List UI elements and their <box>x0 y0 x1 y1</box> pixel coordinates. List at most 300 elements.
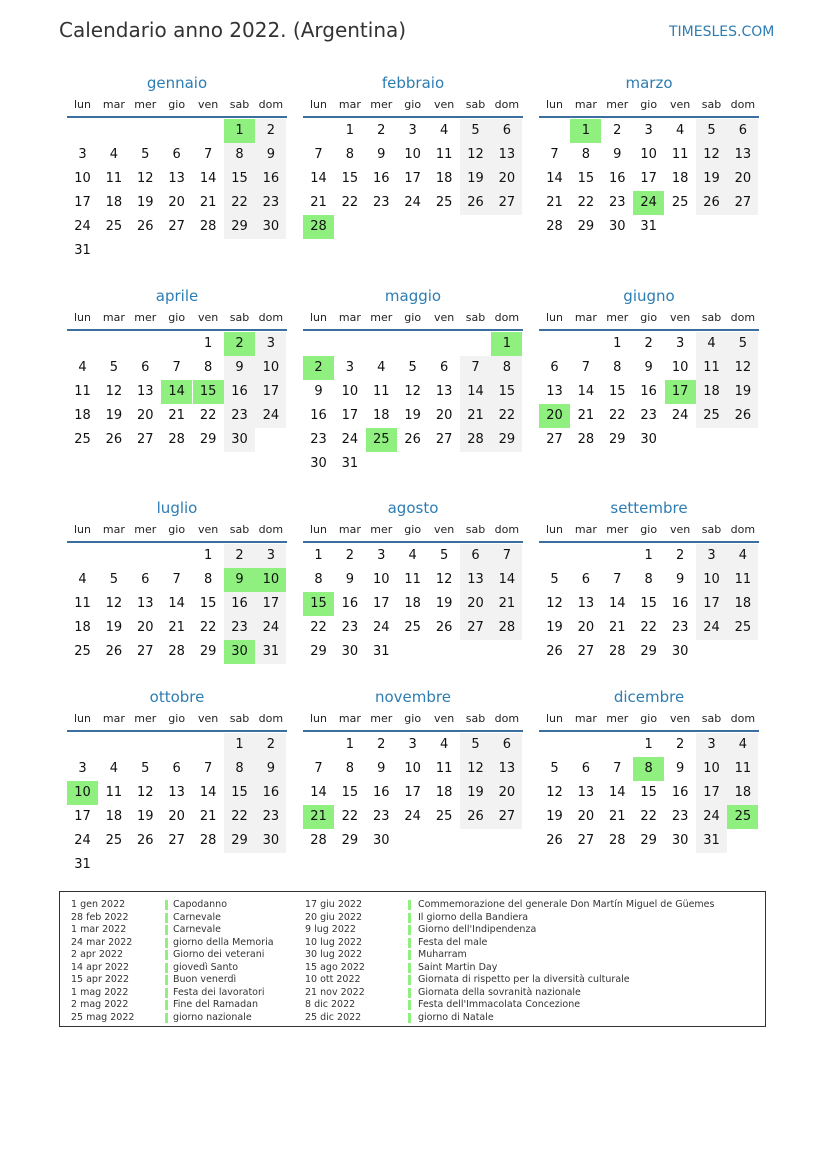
day-cell: 13 <box>491 757 522 781</box>
day-cell: 20 <box>435 408 453 423</box>
day-cell: 24 <box>255 616 286 640</box>
day-cell: 19 <box>137 195 154 210</box>
day-cell: 1 <box>224 733 255 757</box>
day-cell: 7 <box>314 147 323 162</box>
day-cell: 18 <box>105 195 123 210</box>
day-cell: 23 <box>373 809 390 824</box>
month-name: marzo <box>625 74 673 92</box>
day-cell: 26 <box>546 833 563 848</box>
day-cell: 29 <box>199 644 217 659</box>
day-cell: 30 <box>310 456 327 471</box>
weekday-header: mer <box>606 712 629 725</box>
legend-color-bar <box>165 975 168 985</box>
day-cell: 23 <box>640 408 657 423</box>
legend-color-bar <box>165 1013 168 1023</box>
day-cell: 2 <box>377 737 386 752</box>
day-cell: 20 <box>577 620 595 635</box>
legend-date: 15 apr 2022 <box>71 974 130 985</box>
day-cell: 10 <box>696 757 727 781</box>
weekday-header: dom <box>730 712 756 725</box>
day-cell: 4 <box>696 332 727 356</box>
day-cell: 25 <box>696 404 727 428</box>
day-cell: 16 <box>224 380 255 404</box>
day-cell: 20 <box>491 781 522 805</box>
day-cell: 15 <box>199 596 217 611</box>
day-cell: 15 <box>224 167 255 191</box>
day-cell: 5 <box>460 119 491 143</box>
day-cell: 15 <box>341 171 359 186</box>
day-cell-holiday: 30 <box>224 640 255 664</box>
legend-date: 15 ago 2022 <box>305 961 365 973</box>
weekday-header: mar <box>102 523 125 536</box>
day-cell: 19 <box>696 167 727 191</box>
day-cell: 19 <box>727 380 758 404</box>
day-cell: 2 <box>377 123 386 138</box>
day-cell: 20 <box>491 167 522 191</box>
day-cell: 17 <box>255 592 286 616</box>
weekday-header: ven <box>669 311 691 324</box>
day-cell: 12 <box>460 757 491 781</box>
day-cell: 8 <box>613 360 622 375</box>
weekday-header: sab <box>229 523 250 536</box>
day-cell: 16 <box>609 171 626 186</box>
day-cell: 9 <box>377 147 386 162</box>
day-cell: 2 <box>255 119 286 143</box>
day-cell: 6 <box>141 572 150 587</box>
day-cell: 6 <box>460 544 491 568</box>
day-cell: 3 <box>345 360 355 375</box>
day-cell: 10 <box>255 356 286 380</box>
day-cell: 27 <box>137 432 154 447</box>
day-cell: 21 <box>199 195 217 210</box>
weekday-header: gio <box>640 712 658 725</box>
day-cell-holiday: 14 <box>161 380 192 404</box>
day-cell: 17 <box>74 809 91 824</box>
day-cell: 6 <box>491 119 522 143</box>
day-cell: 4 <box>408 548 417 563</box>
legend-color-bar <box>408 963 411 973</box>
day-cell: 23 <box>224 404 255 428</box>
header-rule <box>539 730 759 732</box>
month-name: aprile <box>155 287 199 305</box>
legend-date: 25 mag 2022 <box>71 1011 135 1023</box>
day-cell: 20 <box>168 809 185 824</box>
weekday-header: mer <box>134 98 157 111</box>
header-rule <box>303 116 523 118</box>
weekday-header: ven <box>433 311 455 324</box>
day-cell: 23 <box>671 620 689 635</box>
day-cell: 13 <box>168 785 185 800</box>
day-cell: 5 <box>109 572 119 587</box>
weekday-header: mer <box>370 712 393 725</box>
legend-date: 1 mag 2022 <box>71 986 129 998</box>
legend-date: 28 feb 2022 <box>71 911 129 923</box>
legend-date: 2 apr 2022 <box>71 949 124 960</box>
day-cell: 2 <box>255 733 286 757</box>
weekday-header: mer <box>370 311 393 324</box>
day-cell: 24 <box>74 833 91 848</box>
page-title: Calendario anno 2022. (Argentina) <box>59 18 407 42</box>
day-cell: 8 <box>203 572 213 587</box>
day-cell: 5 <box>109 360 119 375</box>
legend-date: 10 lug 2022 <box>305 936 362 948</box>
day-cell: 3 <box>408 737 417 752</box>
day-cell-holiday: 1 <box>570 119 601 143</box>
day-cell: 9 <box>644 360 653 375</box>
day-cell: 30 <box>255 829 286 853</box>
day-cell: 26 <box>696 191 727 215</box>
day-cell: 24 <box>341 432 359 447</box>
day-cell: 27 <box>577 833 595 848</box>
day-cell: 29 <box>199 432 217 447</box>
day-cell: 10 <box>640 147 657 162</box>
legend-color-bar <box>408 913 411 923</box>
day-cell: 29 <box>224 829 255 853</box>
day-cell-holiday: 17 <box>665 380 696 404</box>
legend-date: 30 lug 2022 <box>305 949 362 960</box>
legend-date: 25 dic 2022 <box>305 1011 362 1023</box>
legend-date: 1 gen 2022 <box>71 899 126 910</box>
day-cell: 7 <box>172 360 181 375</box>
day-cell: 13 <box>435 384 453 399</box>
day-cell: 31 <box>640 219 657 234</box>
day-cell: 12 <box>137 785 154 800</box>
day-cell: 2 <box>675 737 685 752</box>
day-cell: 4 <box>675 123 685 138</box>
day-cell: 26 <box>105 432 123 447</box>
legend-color-bar <box>165 900 168 910</box>
brand-link[interactable]: TIMESLES.COM <box>669 24 775 40</box>
weekday-header: lun <box>74 311 91 324</box>
day-cell: 1 <box>644 548 653 563</box>
day-cell: 11 <box>671 147 689 162</box>
day-cell: 9 <box>255 143 286 167</box>
header-rule <box>539 116 759 118</box>
day-cell: 1 <box>203 548 213 563</box>
day-cell: 3 <box>408 123 417 138</box>
day-cell: 19 <box>460 167 491 191</box>
weekday-header: lun <box>546 311 563 324</box>
day-cell-holiday: 24 <box>633 191 664 215</box>
weekday-header: dom <box>258 523 284 536</box>
day-cell: 31 <box>696 829 727 853</box>
day-cell: 1 <box>345 123 355 138</box>
day-cell: 7 <box>314 761 323 776</box>
day-cell: 31 <box>373 644 390 659</box>
weekday-header: lun <box>310 98 327 111</box>
day-cell: 15 <box>609 384 626 399</box>
day-cell: 31 <box>74 857 91 872</box>
day-cell: 11 <box>105 785 123 800</box>
day-cell: 13 <box>168 171 185 186</box>
day-cell: 25 <box>435 809 453 824</box>
day-cell: 12 <box>727 356 758 380</box>
day-cell: 14 <box>199 785 217 800</box>
day-cell: 28 <box>609 833 626 848</box>
day-cell: 10 <box>373 572 390 587</box>
weekday-header: sab <box>701 311 722 324</box>
weekday-header: lun <box>546 98 563 111</box>
month-name: giugno <box>623 287 675 305</box>
day-cell: 24 <box>74 219 91 234</box>
weekday-header: ven <box>433 523 455 536</box>
weekday-header: lun <box>546 712 563 725</box>
day-cell: 30 <box>255 215 286 239</box>
weekday-header: sab <box>701 98 722 111</box>
day-cell: 26 <box>546 644 563 659</box>
legend-date: 20 giu 2022 <box>305 911 362 923</box>
day-cell: 3 <box>255 544 286 568</box>
day-cell: 7 <box>581 360 591 375</box>
day-cell: 27 <box>168 833 185 848</box>
weekday-header: mer <box>370 98 393 111</box>
weekday-header: mar <box>574 311 597 324</box>
day-cell: 23 <box>671 809 689 824</box>
day-cell: 19 <box>105 620 123 635</box>
day-cell: 30 <box>609 219 626 234</box>
day-cell: 3 <box>255 332 286 356</box>
day-cell: 22 <box>341 809 359 824</box>
day-cell: 27 <box>546 432 563 447</box>
day-cell: 22 <box>199 620 217 635</box>
day-cell: 8 <box>203 360 213 375</box>
day-cell: 17 <box>74 195 91 210</box>
day-cell: 21 <box>168 620 185 635</box>
day-cell: 12 <box>404 384 421 399</box>
day-cell: 25 <box>74 644 91 659</box>
day-cell: 8 <box>581 147 591 162</box>
day-cell: 27 <box>577 644 595 659</box>
day-cell: 24 <box>373 620 390 635</box>
weekday-header: mar <box>338 98 361 111</box>
legend-date: 9 lug 2022 <box>305 924 356 935</box>
day-cell: 14 <box>199 171 217 186</box>
weekday-header: ven <box>669 98 691 111</box>
legend-color-bar <box>408 900 411 910</box>
day-cell: 18 <box>435 785 453 800</box>
weekday-header: mar <box>574 523 597 536</box>
day-cell: 5 <box>550 761 559 776</box>
day-cell: 1 <box>203 336 213 351</box>
day-cell: 17 <box>696 781 727 805</box>
day-cell-holiday: 28 <box>303 215 334 239</box>
day-cell: 23 <box>224 616 255 640</box>
day-cell-holiday: 1 <box>491 332 522 356</box>
day-cell: 13 <box>577 785 595 800</box>
weekday-header: dom <box>494 311 520 324</box>
day-cell: 27 <box>137 644 154 659</box>
day-cell: 18 <box>373 408 390 423</box>
legend-holiday-name: Festa del male <box>418 936 488 948</box>
day-cell: 11 <box>373 384 390 399</box>
day-cell: 17 <box>640 171 657 186</box>
day-cell: 12 <box>137 171 154 186</box>
day-cell: 18 <box>696 380 727 404</box>
weekday-header: mar <box>102 311 125 324</box>
weekday-header: gio <box>404 98 422 111</box>
legend-holiday-name: Festa dei lavoratori <box>173 986 265 998</box>
header-rule <box>67 541 287 543</box>
day-cell: 10 <box>74 171 91 186</box>
legend-color-bar <box>408 950 411 960</box>
day-cell: 7 <box>203 761 213 776</box>
weekday-header: mar <box>338 523 361 536</box>
day-cell: 11 <box>404 572 421 587</box>
legend-holiday-name: Muharram <box>418 949 467 960</box>
day-cell: 19 <box>460 781 491 805</box>
day-cell: 8 <box>644 572 653 587</box>
weekday-header: sab <box>465 311 486 324</box>
day-cell: 20 <box>460 592 491 616</box>
day-cell: 16 <box>671 596 689 611</box>
day-cell: 6 <box>141 360 150 375</box>
weekday-header: mer <box>134 311 157 324</box>
day-cell: 13 <box>491 143 522 167</box>
legend-holiday-name: Giorno dei veterani <box>173 949 265 960</box>
day-cell: 28 <box>168 432 185 447</box>
day-cell: 28 <box>199 219 217 234</box>
day-cell: 23 <box>255 191 286 215</box>
weekday-header: sab <box>229 311 250 324</box>
legend-holiday-name: Fine del Ramadan <box>173 999 258 1010</box>
weekday-header: sab <box>465 523 486 536</box>
day-cell: 6 <box>172 761 181 776</box>
weekday-header: mar <box>102 98 125 111</box>
day-cell: 21 <box>609 620 626 635</box>
day-cell: 26 <box>460 191 491 215</box>
day-cell: 1 <box>613 336 622 351</box>
weekday-header: dom <box>730 523 756 536</box>
day-cell: 6 <box>172 147 181 162</box>
day-cell: 30 <box>373 833 390 848</box>
weekday-header: mer <box>370 523 393 536</box>
header-rule <box>303 541 523 543</box>
day-cell: 9 <box>345 572 355 587</box>
weekday-header: gio <box>404 523 422 536</box>
day-cell: 17 <box>404 785 421 800</box>
day-cell: 22 <box>224 191 255 215</box>
day-cell: 27 <box>491 805 522 829</box>
weekday-header: gio <box>168 311 186 324</box>
day-cell: 23 <box>609 195 626 210</box>
day-cell: 23 <box>373 195 390 210</box>
day-cell: 22 <box>341 195 359 210</box>
weekday-header: sab <box>229 98 250 111</box>
day-cell: 26 <box>435 620 453 635</box>
day-cell: 25 <box>404 620 421 635</box>
day-cell: 16 <box>310 408 327 423</box>
legend-date: 1 mar 2022 <box>71 924 127 935</box>
day-cell: 28 <box>310 833 327 848</box>
day-cell: 13 <box>577 596 595 611</box>
day-cell: 21 <box>609 809 626 824</box>
day-cell-holiday: 8 <box>633 757 664 781</box>
day-cell: 16 <box>671 785 689 800</box>
weekday-header: dom <box>494 712 520 725</box>
day-cell: 11 <box>696 356 727 380</box>
day-cell: 20 <box>168 195 185 210</box>
day-cell: 26 <box>404 432 421 447</box>
legend-holiday-name: Buon venerdì <box>173 974 237 985</box>
day-cell: 12 <box>105 596 123 611</box>
day-cell: 20 <box>727 167 758 191</box>
legend-holiday-name: Capodanno <box>173 899 228 910</box>
day-cell: 2 <box>224 544 255 568</box>
day-cell: 1 <box>644 737 653 752</box>
legend-date: 10 ott 2022 <box>305 974 361 985</box>
day-cell: 1 <box>314 548 323 563</box>
day-cell: 2 <box>675 548 685 563</box>
day-cell: 18 <box>435 171 453 186</box>
day-cell: 26 <box>727 404 758 428</box>
weekday-header: lun <box>74 523 91 536</box>
day-cell: 3 <box>696 733 727 757</box>
day-cell: 4 <box>439 123 449 138</box>
weekday-header: mar <box>574 712 597 725</box>
day-cell-holiday: 25 <box>727 805 758 829</box>
day-cell-holiday: 15 <box>303 592 334 616</box>
day-cell: 29 <box>640 833 657 848</box>
day-cell-holiday: 10 <box>67 781 98 805</box>
legend-holiday-name: giorno della Memoria <box>173 936 274 948</box>
day-cell: 12 <box>546 785 563 800</box>
day-cell: 15 <box>341 785 359 800</box>
day-cell: 19 <box>546 620 563 635</box>
day-cell: 22 <box>577 195 595 210</box>
day-cell: 25 <box>74 432 91 447</box>
legend-color-bar <box>408 975 411 985</box>
day-cell: 29 <box>609 432 626 447</box>
legend-color-bar <box>408 988 411 998</box>
weekday-header: gio <box>640 311 658 324</box>
month-name: ottobre <box>149 688 205 706</box>
legend-holiday-name: giorno di Natale <box>418 1011 494 1023</box>
day-cell: 13 <box>460 568 491 592</box>
day-cell: 6 <box>550 360 559 375</box>
day-cell-holiday: 20 <box>539 404 570 428</box>
day-cell: 22 <box>491 404 522 428</box>
legend-color-bar <box>165 988 168 998</box>
day-cell: 18 <box>727 781 758 805</box>
day-cell: 4 <box>377 360 386 375</box>
day-cell: 21 <box>491 592 522 616</box>
day-cell: 18 <box>74 620 91 635</box>
day-cell: 5 <box>141 761 150 776</box>
day-cell: 8 <box>345 761 355 776</box>
day-cell: 7 <box>550 147 559 162</box>
day-cell: 21 <box>199 809 217 824</box>
day-cell: 5 <box>141 147 150 162</box>
legend-color-bar <box>165 963 168 973</box>
day-cell: 5 <box>439 548 449 563</box>
day-cell: 25 <box>105 833 123 848</box>
day-cell: 11 <box>435 761 453 776</box>
day-cell: 10 <box>696 568 727 592</box>
day-cell: 8 <box>224 143 255 167</box>
day-cell-holiday: 1 <box>224 119 255 143</box>
day-cell: 17 <box>373 596 390 611</box>
day-cell: 4 <box>439 737 449 752</box>
legend-holiday-name: Carnevale <box>173 911 221 923</box>
day-cell: 17 <box>341 408 359 423</box>
legend-date: 24 mar 2022 <box>71 936 133 948</box>
day-cell: 17 <box>255 380 286 404</box>
weekday-header: mer <box>606 311 629 324</box>
weekday-header: sab <box>701 712 722 725</box>
month-name: gennaio <box>146 74 208 92</box>
weekday-header: gio <box>168 712 186 725</box>
day-cell: 4 <box>109 761 119 776</box>
